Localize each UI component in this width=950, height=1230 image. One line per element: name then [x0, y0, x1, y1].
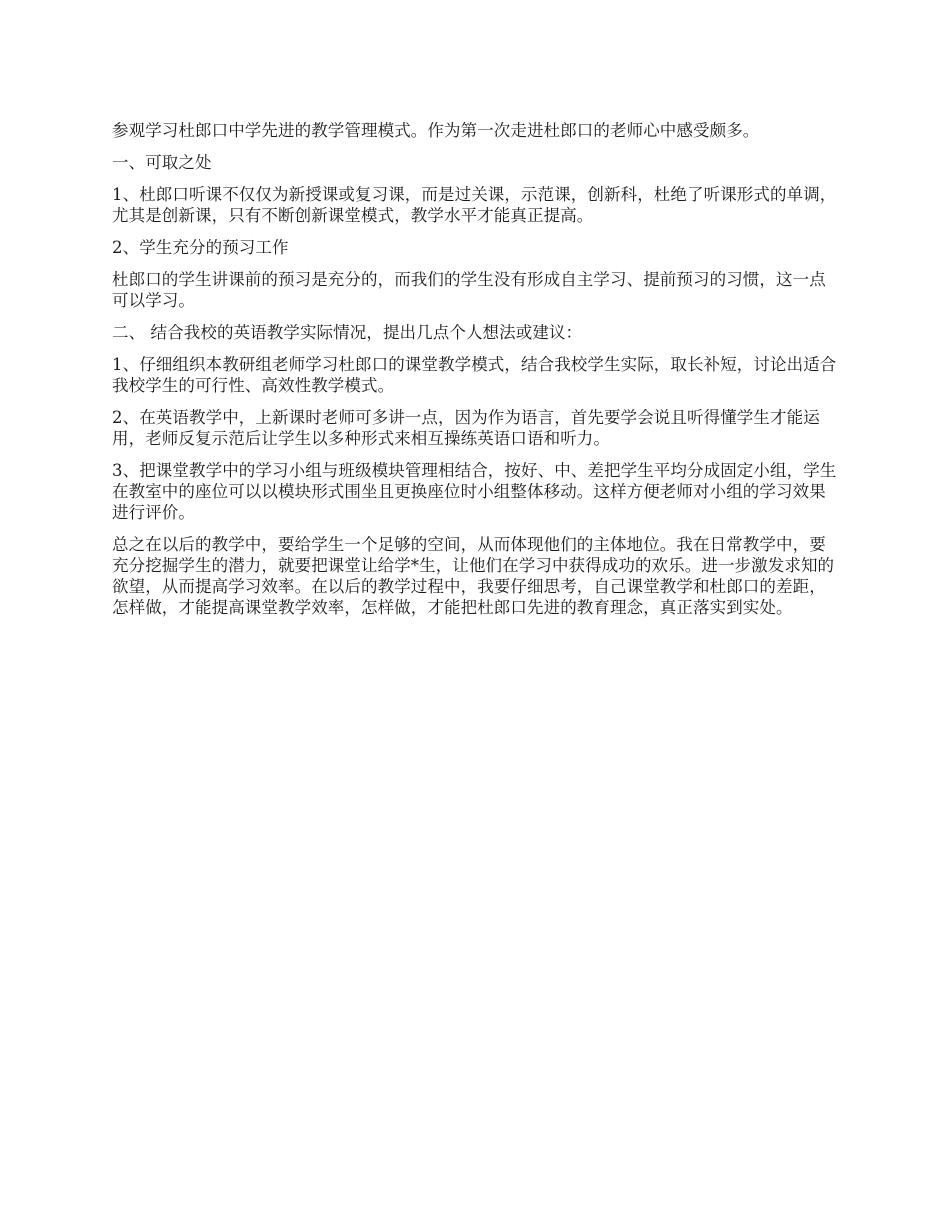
section-heading-suggestions: 二、 结合我校的英语教学实际情况，提出几点个人想法或建议： [112, 323, 583, 342]
suggestion-item-1: 1、仔细组织本教研组老师学习杜郎口的课堂教学模式，结合我校学生实际，取长补短，讨论出适合我校学生的可行性、高效性教学模式。 [112, 355, 837, 395]
suggestion-item-2: 2、在英语教学中，上新课时老师可多讲一点，因为作为语言，首先要学会说且听得懂学生才能运用，老师反复示范后让学生以多种形式来相互操练英语口语和听力。 [112, 408, 820, 448]
conclusion-paragraph: 总之在以后的教学中，要给学生一个足够的空间，从而体现他们的主体地位。我在日常教学中，要充分挖掘学生的潜力，就要把课堂让给学*生，让他们在学习中获得成功的欢乐。进一步激发求知的欲望，从而提高学习效率。在以后的教学过程中，我要仔细思考，自己课堂教学和杜郎口的差距，怎样做，才能提高课堂教学效率，怎样做，才能把杜郎口先进的教育理念，真正落实到实处。 [112, 535, 835, 617]
suggestion-item-3: 3、把课堂教学中的学习小组与班级模块管理相结合，按好、中、差把学生平均分成固定小组，学生在教室中的座位可以以模块形式围坐且更换座位时小组整体移动。这样方便老师对小组的学习效果进行评价。 [112, 461, 837, 522]
document-body [112, 120, 842, 618]
strength-item-2-body: 杜郎口的学生讲课前的预习是充分的，而我们的学生没有形成自主学习、提前预习的习惯，这一点可以学习。 [112, 270, 826, 310]
strength-item-2-heading: 2、学生充分的预习工作 [112, 238, 289, 257]
section-heading-strengths: 一、可取之处 [112, 153, 212, 172]
strength-item-1: 1、杜郎口听课不仅仅为新授课或复习课，而是过关课，示范课，创新科，杜绝了听课形式的单调，尤其是创新课，只有不断创新课堂模式，教学水平才能真正提高。 [112, 185, 837, 225]
intro-paragraph: 参观学习杜郎口中学先进的教学管理模式。作为第一次走进杜郎口的老师心中感受颇多。 [112, 121, 760, 140]
